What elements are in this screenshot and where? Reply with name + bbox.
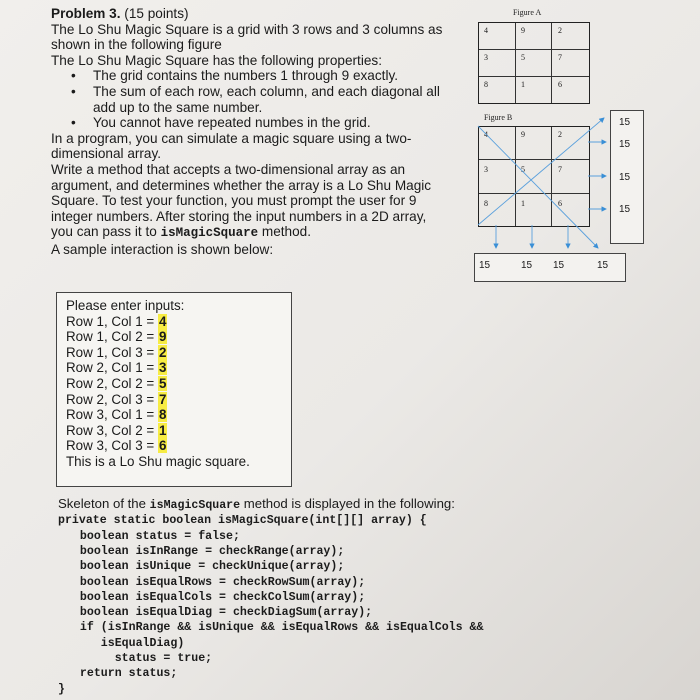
- para-2-line-5-pre: you can pass it to: [51, 224, 157, 240]
- sample-label: Row 3, Col 1 =: [66, 407, 155, 423]
- sample-header: Please enter inputs:: [66, 298, 185, 313]
- code-caption-code: isMagicSquare: [149, 499, 241, 512]
- sample-label: Row 1, Col 1 =: [66, 313, 155, 329]
- grid-cell: 9: [521, 130, 525, 139]
- row-sum: 15: [619, 139, 631, 150]
- para-2-line-1: Write a method that accepts a two-dimensional array as an: [51, 161, 406, 177]
- para-1-line-1: In a program, you can simulate a magic square using a two-: [51, 130, 412, 146]
- sample-label: Row 1, Col 2 =: [66, 329, 155, 345]
- grid-cell: 4: [484, 26, 488, 35]
- grid-cell: 6: [558, 199, 562, 208]
- grid-cell: 3: [484, 165, 488, 174]
- bullet-3: • You cannot have repeated numbes in the grid.: [51, 115, 476, 131]
- bullet-2-cont: add up to the same number.: [93, 99, 263, 115]
- sample-value: 5: [158, 375, 167, 391]
- grid-cell: 1: [521, 80, 525, 89]
- code-line: boolean isEqualCols = checkColSum(array);: [66, 590, 366, 604]
- code-line: status = true;: [66, 652, 213, 666]
- sample-label: Row 3, Col 2 =: [66, 422, 155, 438]
- grid-cell: 8: [484, 80, 488, 89]
- sample-value: 3: [158, 360, 167, 376]
- grid-cell: 9: [521, 26, 525, 35]
- grid-cell: 1: [521, 199, 525, 208]
- bullet-2-line-1: The sum of each row, each column, and each diagonal all: [93, 83, 440, 99]
- sample-label: Row 2, Col 2 =: [66, 375, 155, 391]
- code-line: boolean isUnique = checkUnique(array);: [66, 560, 345, 574]
- row-sum: 15: [619, 172, 631, 183]
- figure-b-caption: Figure B: [484, 113, 513, 122]
- col-sum: 15: [521, 260, 533, 271]
- problem-points: (15 points): [124, 6, 189, 21]
- code-line: private static boolean isMagicSquare(int[][] array) {: [58, 514, 427, 528]
- code-line: if (isInRange && isUnique && isEqualRows && isEqualCols &&: [66, 621, 484, 635]
- diagonal-arrow: [478, 118, 604, 225]
- figure-a-caption: Figure A: [513, 8, 542, 17]
- sample-label: Row 2, Col 1 =: [66, 360, 155, 376]
- para-2-line-4: integer numbers. After storing the input numbers in a 2D array,: [51, 208, 427, 224]
- grid-cell: 4: [484, 130, 488, 139]
- grid-cell: 2: [558, 130, 562, 139]
- bullet-1: • The grid contains the numbers 1 through 9 exactly.: [51, 68, 476, 84]
- inline-code-ismagicsquare: isMagicSquare: [160, 226, 259, 241]
- sample-value: 1: [158, 422, 167, 438]
- grid-cell: 6: [558, 80, 562, 89]
- para-1-line-2: dimensional array.: [51, 146, 162, 162]
- row-sum: 15: [619, 117, 631, 128]
- para-3: A sample interaction is shown below:: [51, 241, 274, 257]
- sample-value: 9: [158, 329, 167, 345]
- col-sums-box: [474, 253, 626, 282]
- code-caption-post: method is displayed in the following:: [243, 496, 455, 511]
- code-line: boolean status = false;: [66, 529, 240, 543]
- grid-cell: 3: [484, 53, 488, 62]
- intro-line-1: The Lo Shu Magic Square is a grid with 3 rows and 3 columns as: [51, 21, 443, 37]
- properties-title: The Lo Shu Magic Square has the following properties:: [51, 52, 382, 68]
- grid-cell: 5: [521, 165, 525, 174]
- grid-cell: 7: [558, 53, 562, 62]
- code-line: return status;: [66, 667, 178, 681]
- grid-cell: 2: [558, 26, 562, 35]
- code-line: boolean isEqualDiag = checkDiagSum(array);: [66, 606, 373, 620]
- sample-label: Row 2, Col 3 =: [66, 391, 155, 407]
- col-sum: 15: [553, 260, 565, 271]
- para-2-line-2: argument, and determines whether the array is a Lo Shu Magic: [51, 177, 432, 193]
- problem-title: Problem 3.: [51, 6, 121, 21]
- code-line: isEqualDiag): [66, 636, 185, 650]
- code-line: }: [58, 682, 65, 696]
- sample-label: Row 3, Col 3 =: [66, 438, 155, 454]
- sample-value: 7: [158, 391, 167, 407]
- col-sum: 15: [597, 260, 609, 271]
- intro-line-2: shown in the following figure: [51, 37, 222, 53]
- col-sum: 15: [479, 260, 491, 271]
- sample-value: 4: [158, 313, 167, 329]
- code-line: boolean isEqualRows = checkRowSum(array);: [66, 575, 366, 589]
- sample-value: 6: [158, 438, 167, 454]
- row-sum: 15: [619, 204, 631, 215]
- sample-label: Row 1, Col 3 =: [66, 344, 155, 360]
- row-sums-box: [610, 110, 644, 244]
- sample-footer: This is a Lo Shu magic square.: [66, 453, 250, 469]
- grid-cell: 7: [558, 165, 562, 174]
- para-2-line-5-post: method.: [261, 224, 312, 240]
- sample-value: 8: [158, 407, 167, 423]
- grid-cell: 5: [521, 53, 525, 62]
- grid-cell: 8: [484, 199, 488, 208]
- code-line: boolean isInRange = checkRange(array);: [66, 545, 345, 558]
- para-2-line-3: Square. To test your function, you must prompt the user for 9: [51, 193, 417, 209]
- code-caption-pre: Skeleton of the: [58, 496, 146, 511]
- sample-value: 2: [158, 344, 167, 360]
